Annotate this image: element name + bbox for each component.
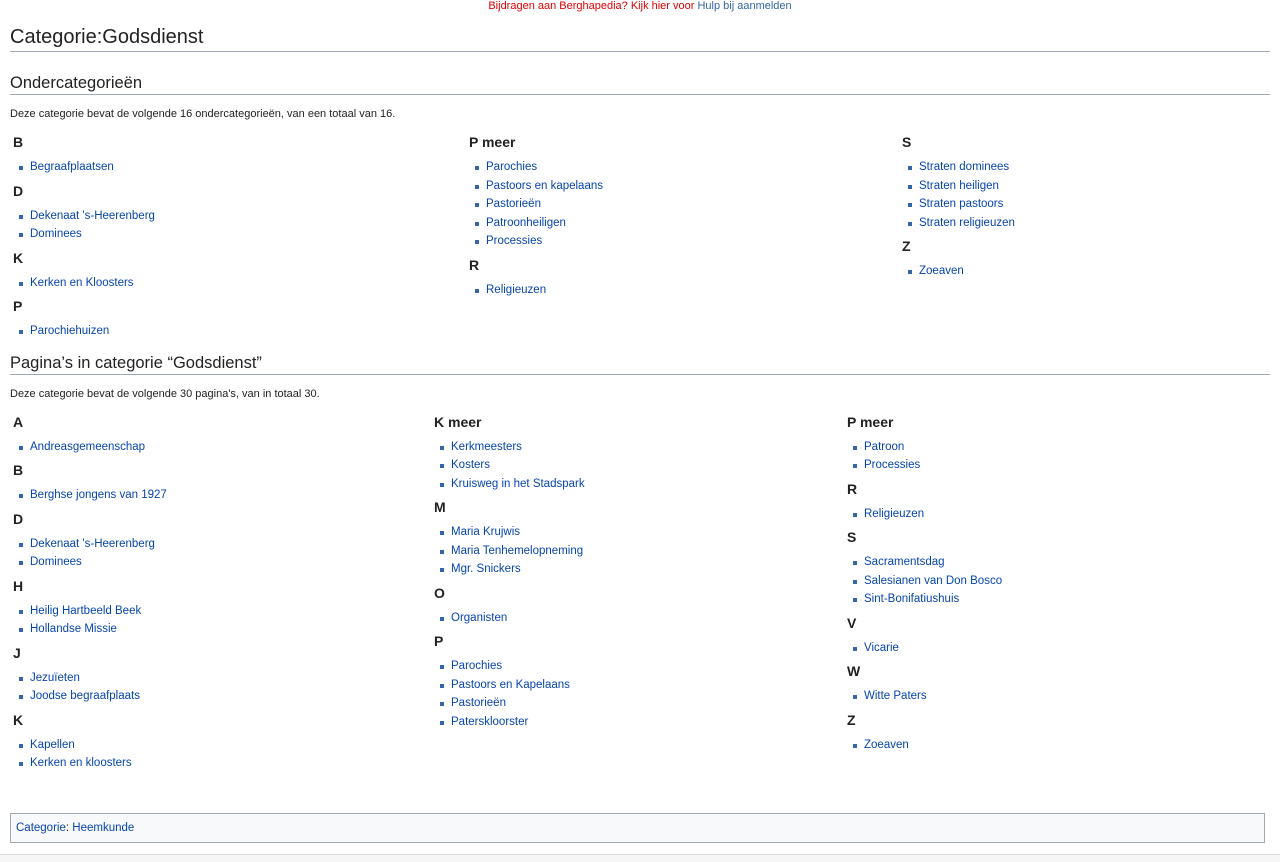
category-link[interactable]: Maria Krujwis xyxy=(451,526,521,538)
letter-heading: P meer xyxy=(469,134,516,150)
list-item xyxy=(10,486,431,505)
category-link[interactable]: Patroon xyxy=(864,440,905,453)
category-link[interactable]: Pastoors en kapelaans xyxy=(486,179,603,192)
list-item xyxy=(10,736,431,755)
category-link[interactable]: Straten heiligen xyxy=(919,179,999,192)
list-item xyxy=(844,438,1270,457)
list-item xyxy=(10,620,431,639)
list-item xyxy=(431,560,844,579)
category-link[interactable]: Kapellen xyxy=(30,738,75,751)
category-link[interactable]: Vicarie xyxy=(864,641,899,654)
category-link[interactable]: Parochiehuizen xyxy=(30,325,110,337)
letter-group xyxy=(844,481,1270,524)
letter-heading: R xyxy=(469,256,480,273)
category-link[interactable]: Dekenaat 's-Heerenberg xyxy=(30,209,155,222)
letter-list xyxy=(10,535,431,572)
category-link[interactable]: Straten dominees xyxy=(919,161,1010,173)
letter-heading: S xyxy=(847,529,857,545)
category-column xyxy=(10,134,466,341)
list-item xyxy=(899,195,1270,214)
list-item xyxy=(10,535,431,554)
subcategories-heading: Ondercategorieën xyxy=(10,73,1270,95)
list-item xyxy=(10,687,431,706)
letter-heading: J xyxy=(13,644,21,661)
letter-heading: P xyxy=(434,633,444,649)
category-link[interactable]: Religieuzen xyxy=(486,283,547,296)
category-heemkunde-link[interactable]: Heemkunde xyxy=(72,822,135,834)
list-item xyxy=(10,207,466,226)
list-item xyxy=(466,195,899,214)
list-item xyxy=(899,158,1270,177)
letter-heading: M xyxy=(434,499,446,515)
letter-group xyxy=(466,257,899,300)
category-column xyxy=(899,134,1270,341)
letter-heading: Z xyxy=(902,238,911,254)
letter-list xyxy=(10,274,466,293)
category-column xyxy=(844,414,1270,773)
letter-heading: K meer xyxy=(434,413,482,430)
list-item xyxy=(844,590,1270,609)
category-link[interactable]: Dekenaat 's-Heerenberg xyxy=(30,537,155,550)
letter-heading: H xyxy=(13,577,24,594)
site-notice xyxy=(0,0,1280,12)
letter-group xyxy=(10,250,466,293)
letter-list xyxy=(844,553,1270,609)
category-link[interactable]: Begraafplaatsen xyxy=(30,161,114,173)
list-item xyxy=(466,177,899,196)
category-link[interactable]: Pastorieën xyxy=(486,198,541,210)
category-column xyxy=(466,134,899,341)
letter-group xyxy=(844,615,1270,658)
letter-heading: P meer xyxy=(847,413,894,430)
category-link[interactable]: Kerken en Kloosters xyxy=(30,276,134,289)
list-item xyxy=(844,505,1270,524)
category-link[interactable]: Dominees xyxy=(30,556,82,568)
letter-list xyxy=(844,438,1270,475)
category-link[interactable]: Paterskloorster xyxy=(451,715,529,728)
letter-list xyxy=(10,602,431,639)
list-item xyxy=(10,274,466,293)
letter-group xyxy=(844,663,1270,706)
letter-group xyxy=(10,183,466,244)
category-link[interactable]: Berghse jongens van 1927 xyxy=(30,489,167,501)
list-item xyxy=(10,754,431,773)
letter-heading: Z xyxy=(847,711,856,728)
category-link[interactable]: Straten pastoors xyxy=(919,198,1004,210)
letter-heading: R xyxy=(847,480,858,497)
list-item xyxy=(899,214,1270,233)
list-item xyxy=(431,676,844,695)
list-item xyxy=(899,262,1270,281)
letter-group xyxy=(844,712,1270,755)
letter-group xyxy=(10,645,431,706)
pages-heading: Pagina’s in categorie “Godsdienst” xyxy=(10,353,1270,375)
category-link[interactable]: Straten religieuzen xyxy=(919,216,1015,229)
category-links: Categorie: Heemkunde xyxy=(10,813,1265,843)
category-link[interactable]: Organisten xyxy=(451,611,508,624)
letter-heading: O xyxy=(434,584,445,601)
category-link[interactable]: Sacramentsdag xyxy=(864,556,945,568)
list-item xyxy=(431,657,844,676)
category-link[interactable]: Parochies xyxy=(486,161,538,173)
category-link[interactable]: Salesianen van Don Bosco xyxy=(864,574,1003,587)
letter-group xyxy=(431,633,844,731)
list-item xyxy=(899,177,1270,196)
list-item xyxy=(466,158,899,177)
letter-group xyxy=(844,414,1270,475)
list-item xyxy=(10,225,466,244)
category-link[interactable]: Zoeaven xyxy=(864,738,909,751)
category-link[interactable]: Zoeaven xyxy=(919,265,964,277)
subcategories-description: Deze categorie bevat de volgende 16 ondercategorieën, van een totaal van 16. xyxy=(10,108,396,120)
letter-list xyxy=(431,523,844,579)
content xyxy=(10,25,1270,773)
list-item xyxy=(466,281,899,300)
letter-list xyxy=(431,657,844,731)
letter-heading: K xyxy=(13,249,24,266)
letter-group xyxy=(899,238,1270,281)
page-title: Categorie:Godsdienst xyxy=(10,25,1270,52)
list-item xyxy=(10,158,466,177)
category-link[interactable]: Religieuzen xyxy=(864,507,925,520)
letter-list xyxy=(10,736,431,773)
list-item xyxy=(431,523,844,542)
list-item xyxy=(431,456,844,475)
site-notice-text: Bijdragen aan Berghapedia? Kijk hier voor xyxy=(488,0,695,12)
category-link[interactable]: Andreasgemeenschap xyxy=(30,440,146,453)
category-link[interactable]: Processies xyxy=(864,459,921,471)
list-item xyxy=(844,456,1270,475)
letter-heading: B xyxy=(13,134,24,150)
category-link[interactable]: Kerkmeesters xyxy=(451,440,522,453)
letter-list xyxy=(10,207,466,244)
category-link[interactable]: Pastoors en Kapelaans xyxy=(451,678,570,691)
category-column xyxy=(10,414,431,773)
category-column xyxy=(431,414,844,773)
category-link[interactable]: Kruisweg in het Stadspark xyxy=(451,477,585,490)
letter-heading: A xyxy=(13,413,24,430)
list-item xyxy=(10,553,431,572)
letter-group xyxy=(844,529,1270,609)
list-item xyxy=(844,572,1270,591)
category-link[interactable]: Maria Tenhemelopneming xyxy=(451,544,584,557)
letter-heading: D xyxy=(13,182,24,199)
letter-group xyxy=(466,134,899,251)
list-item xyxy=(844,553,1270,572)
letter-heading: W xyxy=(847,663,861,679)
category-link[interactable]: Jezuïeten xyxy=(30,671,80,684)
letter-list xyxy=(844,505,1270,524)
letter-list xyxy=(10,486,431,505)
letter-list xyxy=(10,669,431,706)
category-link[interactable]: Joodse begraafplaats xyxy=(30,690,140,702)
category-link[interactable]: Processies xyxy=(486,235,543,247)
pages-description: Deze categorie bevat de volgende 30 pagina's, van in totaal 30. xyxy=(10,387,320,400)
letter-list xyxy=(10,322,466,341)
category-link[interactable]: Heilig Hartbeeld Beek xyxy=(30,604,142,617)
help-login-link[interactable]: Hulp bij aanmelden xyxy=(697,0,792,12)
list-item xyxy=(466,232,899,251)
letter-list xyxy=(844,736,1270,755)
list-item xyxy=(10,602,431,621)
list-item xyxy=(431,438,844,457)
letter-list xyxy=(431,438,844,494)
letter-group xyxy=(431,499,844,579)
list-item xyxy=(431,542,844,561)
letter-list xyxy=(899,158,1270,232)
category-link[interactable]: Mgr. Snickers xyxy=(451,563,521,575)
letter-group xyxy=(10,462,431,505)
letter-group xyxy=(899,134,1270,232)
letter-list xyxy=(466,158,899,251)
category-link[interactable]: Parochies xyxy=(451,660,503,672)
letter-list xyxy=(844,639,1270,658)
list-item xyxy=(466,214,899,233)
pages-list xyxy=(10,414,1270,773)
letter-list xyxy=(10,438,431,457)
list-item xyxy=(431,713,844,732)
letter-heading: D xyxy=(13,510,24,527)
list-item xyxy=(844,639,1270,658)
letter-group xyxy=(10,298,466,341)
letter-list xyxy=(466,281,899,300)
list-item xyxy=(431,609,844,628)
letter-heading: K xyxy=(13,711,24,728)
letter-group xyxy=(10,414,431,457)
letter-heading: S xyxy=(902,134,912,150)
category-link[interactable]: Hollandse Missie xyxy=(30,623,117,635)
letter-list xyxy=(10,158,466,177)
subcategories-list xyxy=(10,134,1270,341)
letter-list xyxy=(899,262,1270,281)
category-link[interactable]: Patroonheiligen xyxy=(486,216,566,229)
category-link[interactable]: Pastorieën xyxy=(451,697,506,709)
category-link[interactable]: Dominees xyxy=(30,228,82,240)
letter-group xyxy=(10,511,431,572)
category-link[interactable]: Kerken en kloosters xyxy=(30,757,132,769)
letter-list xyxy=(844,687,1270,706)
category-link[interactable]: Witte Paters xyxy=(864,690,927,702)
list-item xyxy=(10,322,466,341)
letter-list xyxy=(431,609,844,628)
category-link[interactable]: Sint-Bonifatiushuis xyxy=(864,593,960,605)
list-item xyxy=(10,438,431,457)
list-item xyxy=(844,736,1270,755)
letter-group xyxy=(10,578,431,639)
list-item xyxy=(10,669,431,688)
letter-heading: P xyxy=(13,298,23,314)
list-item xyxy=(431,475,844,494)
letter-group xyxy=(10,712,431,773)
category-link[interactable]: Kosters xyxy=(451,459,490,471)
categories-label-link[interactable]: Categorie xyxy=(16,822,66,834)
list-item xyxy=(431,694,844,713)
letter-heading: V xyxy=(847,614,857,631)
letter-group xyxy=(10,134,466,177)
list-item xyxy=(844,687,1270,706)
letter-group xyxy=(431,414,844,494)
letter-heading: B xyxy=(13,462,24,478)
letter-group xyxy=(431,585,844,628)
